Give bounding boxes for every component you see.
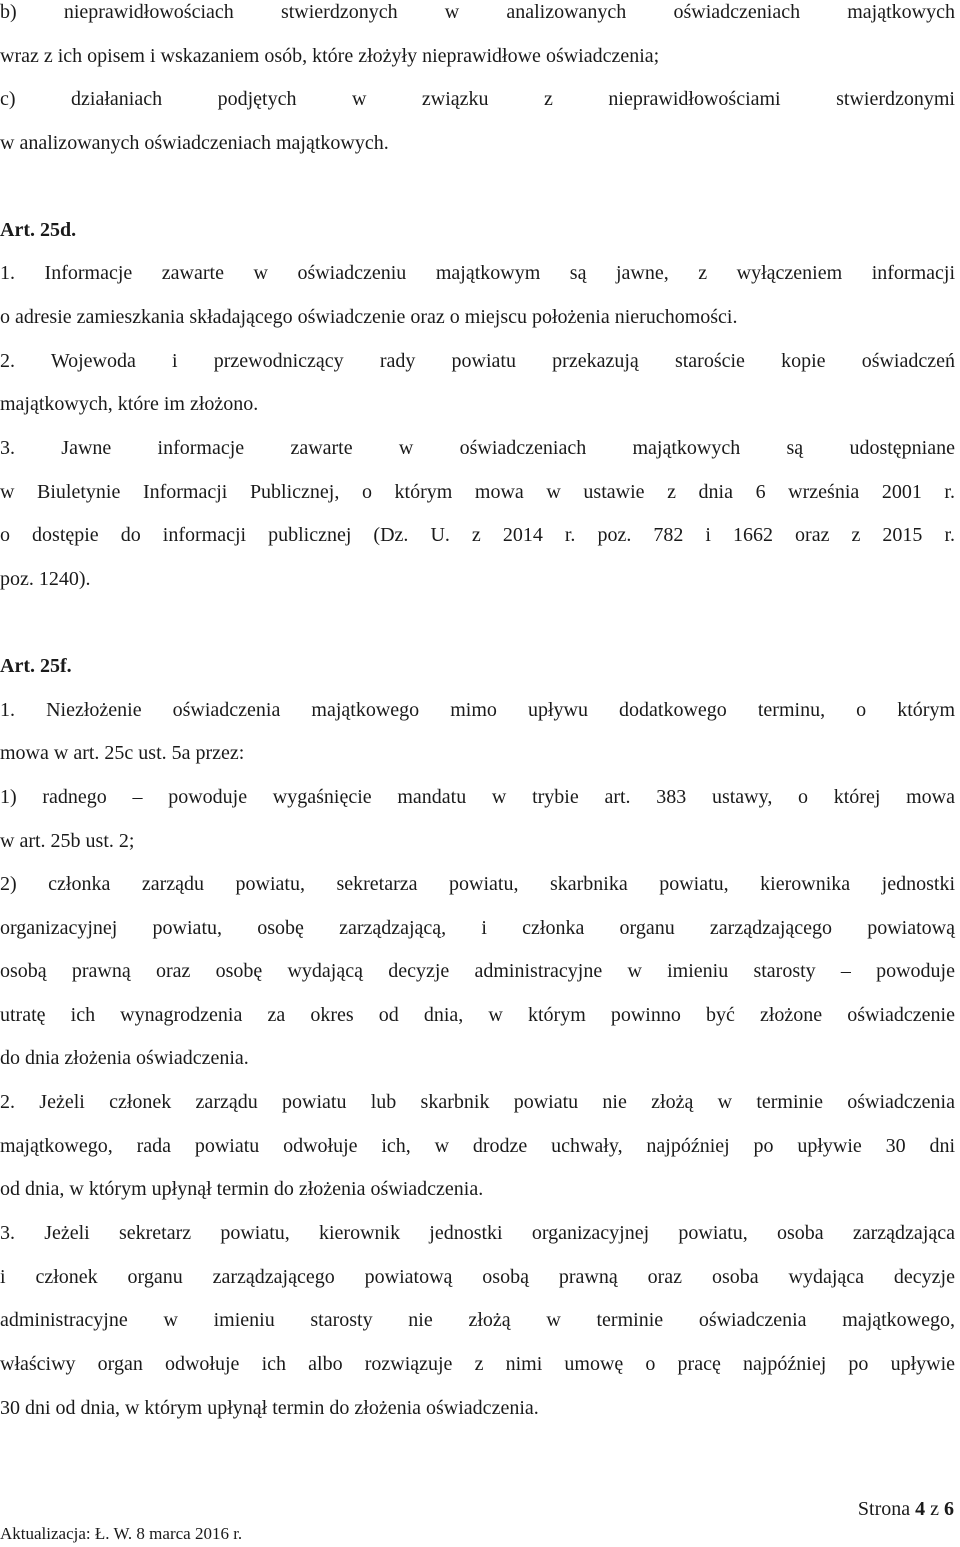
text-line: 1) radnego – powoduje wygaśnięcie mandatu w trybie art. 383 ustawy, o której mowa (0, 786, 955, 808)
text-line: utratę ich wynagrodzenia za okres od dnia, w którym powinno być złożone oświadczenie (0, 1004, 955, 1026)
text-line: od dnia, w którym upłynął termin do złożenia oświadczenia. (0, 1178, 484, 1200)
text-line: 2) członka zarządu powiatu, sekretarza powiatu, skarbnika powiatu, kierownika jednostki (0, 873, 955, 895)
text-line: 3. Jeżeli sekretarz powiatu, kierownik jednostki organizacyjnej powiatu, osoba zarządzająca (0, 1222, 955, 1244)
text-line: b) nieprawidłowościach stwierdzonych w analizowanych oświadczeniach majątkowych (0, 1, 955, 23)
text-line: o dostępie do informacji publicznej (Dz. U. z 2014 r. poz. 782 i 1662 oraz z 2015 r. (0, 524, 955, 546)
text-line: mowa w art. 25c ust. 5a przez: (0, 742, 245, 764)
text-line: majątkowego, rada powiatu odwołuje ich, w drodze uchwały, najpóźniej po upływie 30 dni (0, 1135, 955, 1157)
update-note: Aktualizacja: Ł. W. 8 marca 2016 r. (0, 1524, 243, 1543)
article-heading: Art. 25f. (0, 655, 72, 677)
page-number (858, 1497, 954, 1521)
page-separator: z (930, 1498, 939, 1520)
page-word: Strona (857, 1498, 911, 1520)
text-line: 1. Niezłożenie oświadczenia majątkowego mimo upływu dodatkowego terminu, o którym (0, 699, 955, 721)
text-line: 2. Jeżeli członek zarządu powiatu lub skarbnik powiatu nie złożą w terminie oświadczenia (0, 1091, 955, 1113)
text-line: w analizowanych oświadczeniach majątkowych. (0, 132, 389, 154)
text-line: do dnia złożenia oświadczenia. (0, 1047, 249, 1069)
text-line: i członek organu zarządzającego powiatową osobą prawną oraz osoba wydająca decyzje (0, 1266, 955, 1288)
text-line: w art. 25b ust. 2; (0, 830, 135, 852)
text-line: osobą prawną oraz osobę wydającą decyzje administracyjne w imieniu starosty – powoduje (0, 960, 955, 982)
page-current: 4 (915, 1498, 926, 1520)
text-line: wraz z ich opisem i wskazaniem osób, które złożyły nieprawidłowe oświadczenia; (0, 45, 660, 67)
text-line: 3. Jawne informacje zawarte w oświadczeniach majątkowych są udostępniane (0, 437, 955, 459)
text-line: o adresie zamieszkania składającego oświadczenie oraz o miejscu położenia nieruchomości. (0, 306, 738, 328)
text-line: poz. 1240). (0, 568, 91, 590)
text-line: organizacyjnej powiatu, osobę zarządzającą, i członka organu zarządzającego powiatową (0, 917, 955, 939)
text-line: majątkowych, które im złożono. (0, 393, 259, 415)
page-total: 6 (944, 1498, 954, 1520)
text-line: administracyjne w imieniu starosty nie złożą w terminie oświadczenia majątkowego, (0, 1309, 955, 1331)
text-line: właściwy organ odwołuje ich albo rozwiązuje z nimi umowę o pracę najpóźniej po upływie (0, 1353, 955, 1375)
text-line: 2. Wojewoda i przewodniczący rady powiatu przekazują staroście kopie oświadczeń (0, 350, 955, 372)
text-line: c) działaniach podjętych w związku z nieprawidłowościami stwierdzonymi (0, 88, 955, 110)
text-line: 30 dni od dnia, w którym upłynął termin do złożenia oświadczenia. (0, 1397, 539, 1419)
text-line: 1. Informacje zawarte w oświadczeniu majątkowym są jawne, z wyłączeniem informacji (0, 262, 955, 284)
text-line: w Biuletynie Informacji Publicznej, o którym mowa w ustawie z dnia 6 września 2001 r. (0, 481, 955, 503)
article-heading: Art. 25d. (0, 219, 77, 241)
